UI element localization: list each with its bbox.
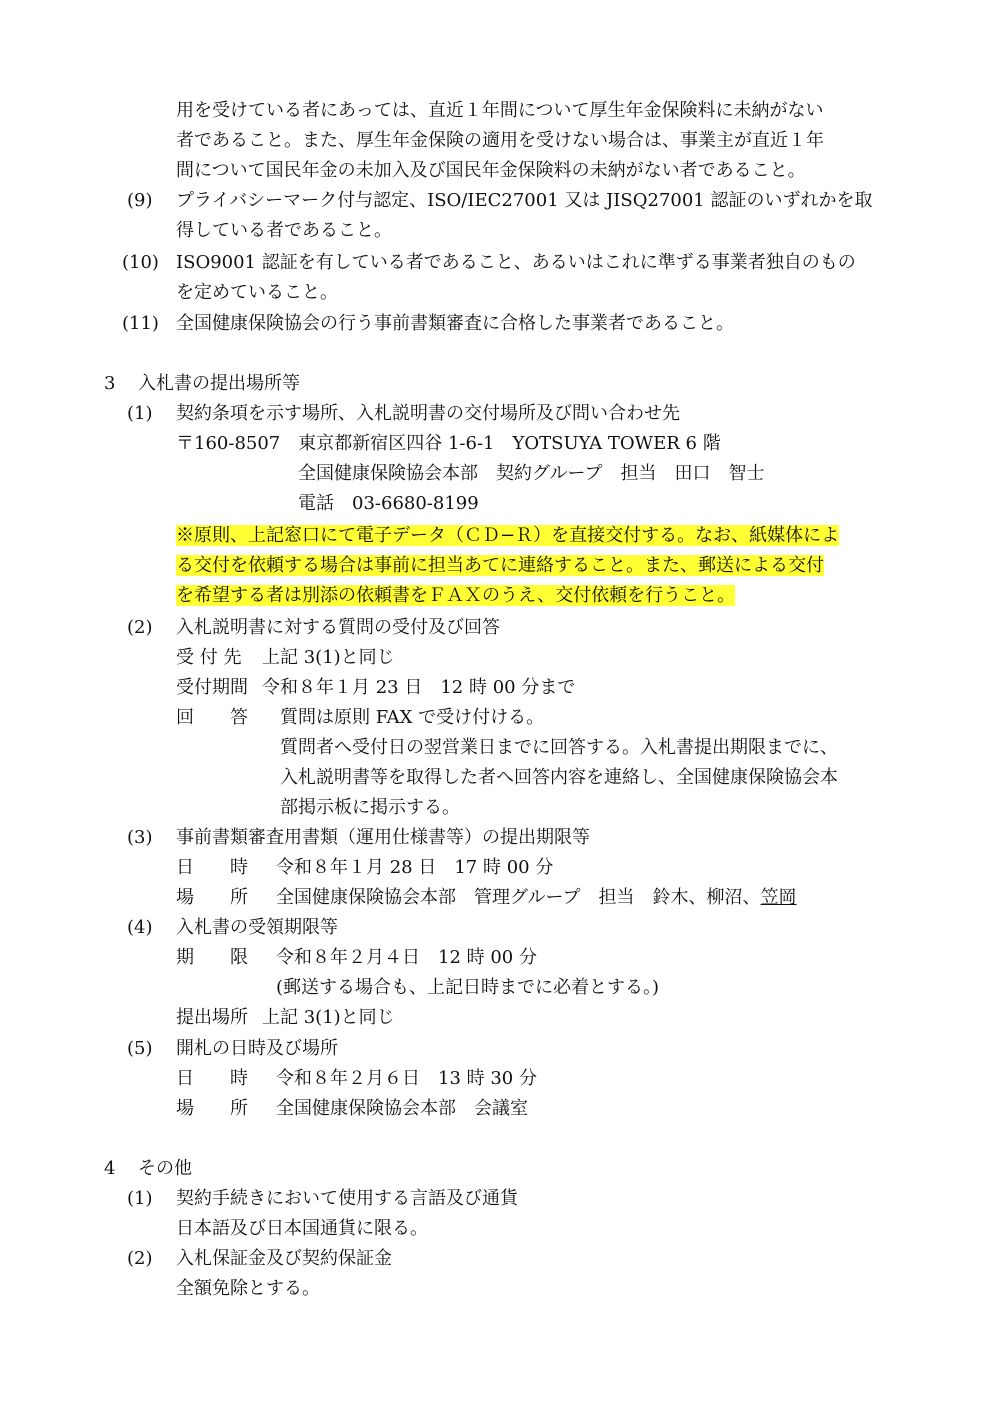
text-line: 全額免除とする。 <box>176 1278 320 1299</box>
field-value: 質問は原則 FAX で受け付ける。 <box>280 707 545 728</box>
item-number: (1) <box>127 1188 153 1209</box>
highlighted-note <box>176 582 735 610</box>
item-number: (9) <box>127 190 153 211</box>
text-line: 入札説明書に対する質問の受付及び回答 <box>176 617 500 638</box>
highlight-text: る交付を依頼する場合は事前に担当あてに連絡すること。また、郵送による交付 <box>176 555 824 576</box>
text-line: 用を受けている者にあっては、直近１年間について厚生年金保険料に未納がない <box>176 100 824 121</box>
text-line: 入札説明書等を取得した者へ回答内容を連絡し、全国健康保険協会本 <box>280 767 838 788</box>
field-label: 受 付 先 <box>176 647 242 668</box>
highlighted-note <box>176 522 839 550</box>
text-line: 日本語及び日本国通貨に限る。 <box>176 1218 428 1239</box>
field-value: 令和８年２月４日 12 時 00 分 <box>276 947 537 968</box>
field-label: 回 答 <box>176 707 248 728</box>
text-line: 者であること。また、厚生年金保険の適用を受けない場合は、事業主が直近１年 <box>176 130 824 151</box>
item-number: (4) <box>127 917 153 938</box>
text-line: 入札書の受領期限等 <box>176 917 338 938</box>
text-line: ISO9001 認証を有している者であること、あるいはこれに準ずる事業者独自のもの <box>176 252 856 273</box>
item-number: (5) <box>127 1038 153 1059</box>
text-line: 部掲示板に掲示する。 <box>280 797 460 818</box>
item-number: (10) <box>122 252 159 273</box>
field-value: 全国健康保険協会本部 会議室 <box>276 1098 528 1119</box>
text-line: 間について国民年金の未加入及び国民年金保険料の未納がない者であること。 <box>176 160 806 181</box>
section-number: 4 <box>104 1158 116 1179</box>
text-line: 契約条項を示す場所、入札説明書の交付場所及び問い合わせ先 <box>176 403 680 424</box>
item-number: (2) <box>127 1248 153 1269</box>
field-label: 場 所 <box>176 887 248 908</box>
field-label: 場 所 <box>176 1098 248 1119</box>
field-label: 受付期間 <box>176 677 248 698</box>
field-label: 期 限 <box>176 947 248 968</box>
contact-line: 全国健康保険協会本部 契約グループ 担当 田口 智士 <box>298 463 765 484</box>
text-line: 入札保証金及び契約保証金 <box>176 1248 392 1269</box>
field-value: 上記 3(1)と同じ <box>262 1007 395 1028</box>
item-number: (1) <box>127 403 153 424</box>
field-label: 日 時 <box>176 1068 248 1089</box>
text-line: 得している者であること。 <box>176 220 392 241</box>
field-value: 令和８年１月 23 日 12 時 00 分まで <box>262 677 576 698</box>
field-label: 提出場所 <box>176 1007 248 1028</box>
text-line: (郵送する場合も、上記日時までに必着とする。) <box>276 977 660 998</box>
text-line: プライバシーマーク付与認定、ISO/IEC27001 又は JISQ27001 認証のいずれかを取 <box>176 190 873 211</box>
field-value: 上記 3(1)と同じ <box>262 647 395 668</box>
section-number: 3 <box>104 373 116 394</box>
text-line: 開札の日時及び場所 <box>176 1038 338 1059</box>
item-number: (2) <box>127 617 153 638</box>
field-value: 令和８年１月 28 日 17 時 00 分 <box>276 857 554 878</box>
section-heading: その他 <box>138 1158 192 1179</box>
highlight-text: ※原則、上記窓口にて電子データ（ＣＤ−Ｒ）を直接交付する。なお、紙媒体によ <box>176 525 840 546</box>
item-number: (11) <box>122 313 159 334</box>
underlined-name: 笠岡 <box>760 887 797 908</box>
text-line: 事前書類審査用書類（運用仕様書等）の提出期限等 <box>176 827 590 848</box>
field-value <box>276 884 797 912</box>
field-value: 令和８年２月６日 13 時 30 分 <box>276 1068 537 1089</box>
text-line: を定めていること。 <box>176 282 338 303</box>
address-line: 〒160-8507 東京都新宿区四谷 1-6-1 YOTSUYA TOWER 6 階 <box>176 433 721 454</box>
section-heading: 入札書の提出場所等 <box>138 373 300 394</box>
text-line: 質問者へ受付日の翌営業日までに回答する。入札書提出期限までに、 <box>280 737 838 758</box>
field-value-text: 全国健康保険協会本部 管理グループ 担当 鈴木、柳沼、 <box>276 887 761 908</box>
phone-line: 電話 03-6680-8199 <box>298 493 479 514</box>
field-label: 日 時 <box>176 857 248 878</box>
item-number: (3) <box>127 827 153 848</box>
text-line: 契約手続きにおいて使用する言語及び通貨 <box>176 1188 518 1209</box>
text-line: 全国健康保険協会の行う事前書類審査に合格した事業者であること。 <box>176 313 734 334</box>
highlight-text: を希望する者は別添の依頼書をＦＡＸのうえ、交付依頼を行うこと。 <box>176 585 736 606</box>
highlighted-note <box>176 552 824 580</box>
